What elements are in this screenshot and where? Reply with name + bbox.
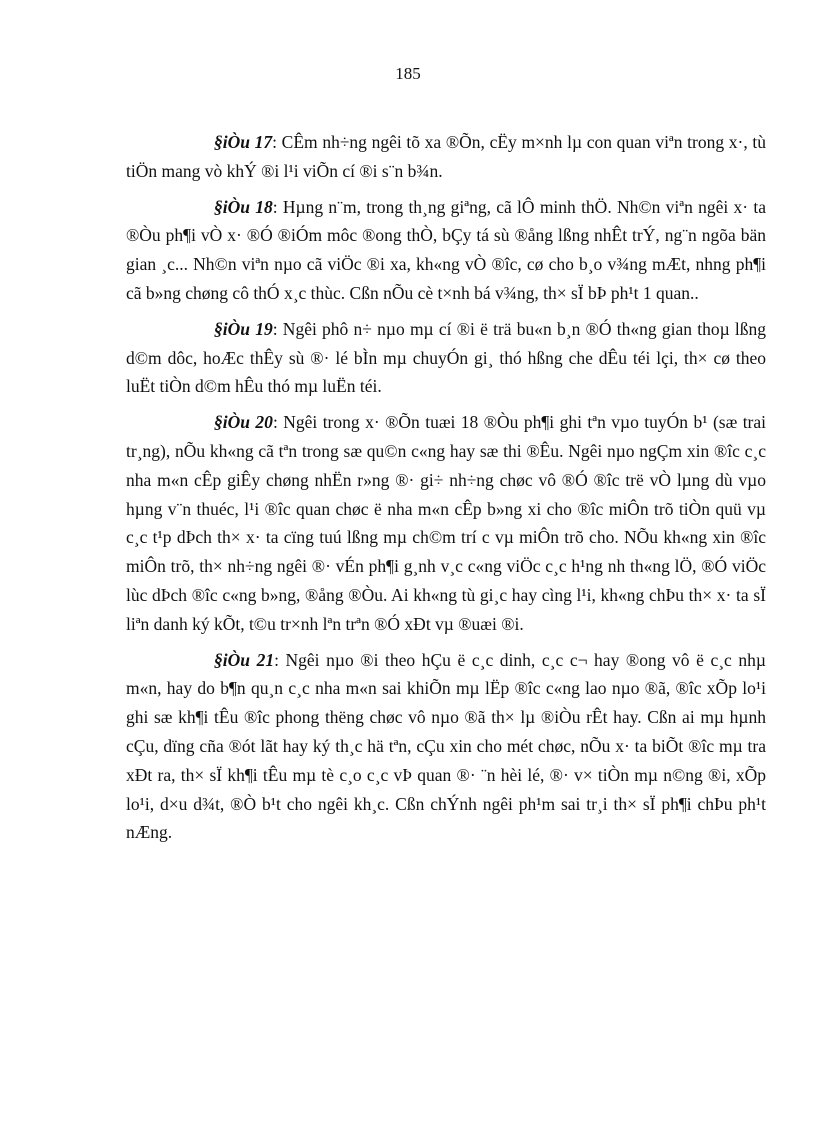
article-label: §iÒu 20 [214,412,273,433]
article-text: : Hµng n¨m, trong th¸ng giªng, cã lÔ minh thÖ. Nh©n viªn ngêi x· ta ®Òu ph¶i vÒ x· ®Ó ®iÓm môc ®ong thÒ, bÇy tá sù ®ång lßng nhÊt trÝ, ng¨n ngõa bän gian ¸c... Nh©n viªn nµo cã viÖc ®i xa, kh«ng vÒ ®îc, cø cho b¸o v¾ng mÆt, nhng ph¶i cã b»ng chøng cô thÓ x¸c thùc. Cßn nÕu cè t×nh bá v¾ng, th× sÏ bÞ ph¹t 1 quan.. [126,196,767,303]
article-text: : Ngêi nµo ®i theo hÇu ë c¸c dinh, c¸c c¬ hay ®ong vô ë c¸c nhµ m«n, hay do b¶n qu¸n c¸c nha m«n sai khiÕn mµ lËp ®îc c«ng lao nµo ®ã, ®îc xÕp lo¹i ghi sæ kh¶i tÊu ®îc phong thëng chøc vô nµo ®ã th× lµ ®iÒu rÊt hay. Cßn ai mµ hµnh cÇu, dïng cña ®ót lãt hay ký th¸c hä tªn, cÇu xin cho mét chøc, nÕu x· ta biÕt ®îc mµ tra xÐt ra, th× sÏ kh¶i tÊu mµ tè c¸o c¸c vÞ quan ®· ¨n hèi lé, ®· v× tiÒn mµ n©ng ®i, xÕp lo¹i, d×u d¾t, ®Ò b¹t cho ngêi kh¸c. Cßn chÝnh ngêi ph¹m sai tr¸i th× sÏ ph¶i chÞu ph¹t nÆng. [126,649,766,843]
article-19-paragraph [126,315,766,401]
article-label: §iÒu 21 [214,649,275,670]
article-text: : Ngêi trong x· ®Õn tuæi 18 ®Òu ph¶i ghi tªn vµo tuyÓn b¹ (sæ trai tr¸ng), nÕu kh«ng cã tªn trong sæ qu©n c«ng hay sæ thi ®Êu. Ngêi nµo ngÇm xin ®îc c¸c nha m«n cÊp giÊy chøng nhËn r»ng ®· gi÷ nh÷ng chøc vô ®Ó ®îc trë vÒ lµng dù vµo hµng v¨n thuéc, l¹i ®îc quan chøc ë nha m«n cÊp b»ng xi cho ®îc miÔn trõ tiÒn quü vµ c¸c t¹p dÞch th× x· ta cïng tuú lßng mµ ch©m trí c vµ miÔn trõ cho. NÕu kh«ng xin ®îc miÔn trõ, th× nh÷ng ngêi ®· vÉn ph¶i g¸nh v¸c c«ng viÖc c¸c h¹ng nh th«ng lÖ, ®Ó viÖc lùc dÞch ®îc c«ng b»ng, ®ång ®Òu. Ai kh«ng tù gi¸c hay cìng l¹i, kh«ng chÞu th× x· ta sÏ liªn danh ký kÕt, t©u tr×nh lªn trªn ®Ó xÐt vµ ®uæi ®i. [126,412,767,634]
article-label: §iÒu 19 [214,318,273,339]
article-label: §iÒu 17 [214,132,273,152]
article-17-paragraph [126,128,766,186]
article-20-paragraph [126,408,766,638]
article-text: : CÊm nh÷ng ngêi tõ xa ®Õn, cËy m×nh lµ con quan viªn trong x·, tù tiÖn mang vò khÝ ®i l¹i viÕn cí ®i s¨n b¾n. [126,132,767,181]
body-text [126,128,766,854]
article-18-paragraph [126,193,766,308]
article-label: §iÒu 18 [214,196,273,217]
article-text: : Ngêi phô n÷ nµo mµ cí ®i ë trä bu«n b¸n ®Ó th«ng gian thoµ lßng d©m dôc, hoÆc thÊy sù ®· lé bÌn mµ chuyÓn gi¸ thó hßng che dÊu téi lçi, th× cø theo luËt tiÒn d©m hÊu thó mµ luËn téi. [126,318,766,397]
page-number: 185 [395,64,421,83]
article-21-paragraph [126,646,766,848]
